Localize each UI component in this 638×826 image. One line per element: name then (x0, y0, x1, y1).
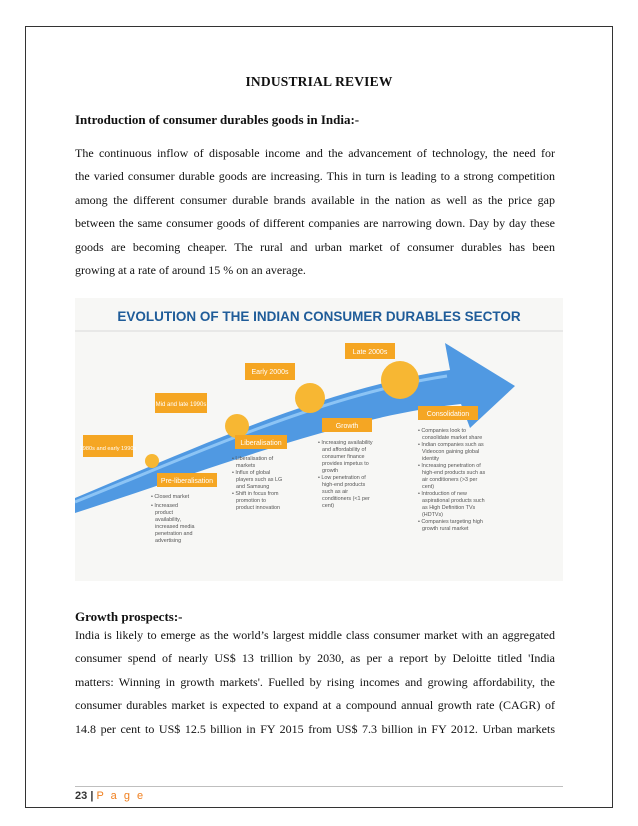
phase-bullet: • Indian companies such as (418, 442, 484, 448)
phase-bullet: and Samsung (236, 484, 270, 490)
phase-label: Pre-liberalisation (160, 478, 214, 485)
phase-bullet: • Companies targeting high (418, 519, 483, 525)
phase-bullet: product innovation (236, 505, 281, 511)
phase-label: Liberalisation (240, 440, 282, 447)
phase-bullet: air conditioners (>3 per (422, 477, 478, 483)
era-marker (225, 414, 249, 438)
phase-bullet: consumer finance (322, 454, 365, 460)
era-label: Mid and late 1990s (155, 402, 207, 408)
page-number: 23 (75, 790, 88, 802)
evolution-diagram (75, 298, 563, 581)
era-marker (295, 383, 325, 413)
growth-line: consumer spend of nearly US$ 13 trillion by 2030, as per a report by Deloitte titled 'India (75, 651, 555, 666)
phase-bullet: • Influx of global (232, 470, 271, 476)
intro-paragraph (75, 142, 555, 282)
phase-bullet: as High Definition TVs (422, 505, 476, 511)
phase-bullet: penetration and (155, 531, 193, 537)
phase-bullet: • Increasing availability (318, 440, 373, 446)
phase-bullet: consolidate market share (422, 435, 483, 441)
phase-bullet: • Low penetration of (318, 475, 366, 481)
growth-line: matters: Winning in growth markets'. Fuelled by rising incomes and growing affordability, the (75, 674, 555, 689)
phase-label: Growth (335, 423, 359, 430)
era-label: 1980s and early 1990s (79, 446, 137, 452)
intro-line: between the same consumer goods of different companies are narrowing down. Day by day these (75, 216, 555, 231)
growth-line: 14.8 per cent to US$ 12.5 billion in FY 2015 from US$ 7.3 billion in FY 2012. Urban markets (75, 721, 555, 736)
phase-bullet: product (155, 510, 173, 516)
phase-bullet: and affordability of (322, 447, 366, 453)
era-marker (145, 454, 159, 468)
phase-bullet: markets (236, 463, 256, 469)
phase-bullet: availability, (155, 517, 181, 523)
phase-bullet: • Closed market (151, 494, 190, 500)
growth-heading: Growth prospects:- (75, 609, 183, 624)
phase-bullet: growth rural market (422, 526, 469, 532)
phase-bullet: aspirational products such (422, 498, 485, 504)
era-label: Early 2000s (251, 369, 289, 376)
footer-rule (75, 786, 563, 787)
phase-bullet: high-end products such as (422, 470, 486, 476)
phase-bullet: • Introduction of new (418, 491, 467, 497)
intro-line: growing at a rate of around 15 % on an average. (75, 263, 306, 278)
phase-bullet: (HDTVs) (422, 512, 443, 518)
page-separator: | (90, 790, 94, 802)
phase-bullet: identity (422, 456, 440, 462)
phase-bullet: promotion to (236, 498, 266, 504)
phase-bullet: high-end products (322, 482, 366, 488)
era-label: Late 2000s (352, 349, 388, 356)
era-marker (381, 361, 419, 399)
phase-label: Consolidation (426, 411, 470, 418)
phase-bullet: players such as LG (236, 477, 283, 483)
figure-title: EVOLUTION OF THE INDIAN CONSUMER DURABLES SECTOR (117, 309, 521, 324)
phase-bullet: such as air (322, 489, 349, 495)
phase-bullet: growth (322, 468, 339, 474)
phase-bullet: • Liberalisation of (232, 456, 274, 462)
phase-bullet: provides impetus to (322, 461, 369, 467)
growth-line: consumer durables market is expected to expand at a compound annual growth rate (CAGR) of (75, 698, 555, 713)
page-label: P a g e (96, 790, 146, 802)
intro-heading: Introduction of consumer durables goods in India:- (75, 112, 360, 127)
intro-line: the varied consumer durable goods are increasing. This in turn is leading to a strong competition (75, 169, 555, 184)
phase-bullet: increased media (155, 524, 195, 530)
phase-bullet: cent) (322, 503, 334, 509)
phase-bullet: conditioners (<1 per (322, 496, 370, 502)
evolution-figure (75, 298, 563, 581)
phase-bullet: • Companies look to (418, 428, 467, 434)
page-footer (75, 790, 145, 802)
phase-bullet: Videocon gaining global (422, 449, 480, 455)
phase-bullet: advertising (155, 538, 182, 544)
growth-line: India is likely to emerge as the world’s largest middle class consumer market with an aggregated (75, 628, 555, 642)
page-title: INDUSTRIAL REVIEW (245, 74, 393, 89)
phase-bullet: • Shift in focus from (232, 491, 279, 497)
intro-line: goods are becoming cheaper. The rural and urban market of consumer durables has been (75, 239, 555, 254)
phase-bullet: cent) (422, 484, 434, 490)
phase-bullet: • Increasing penetration of (418, 463, 481, 469)
intro-line: among the different consumer durable brands available in the nation as well as the price gap (75, 192, 555, 207)
phase-bullet: • Increased (151, 503, 179, 509)
intro-line: The continuous inflow of disposable income and the advancement of technology, the need for (75, 146, 555, 160)
growth-paragraph (75, 624, 555, 741)
